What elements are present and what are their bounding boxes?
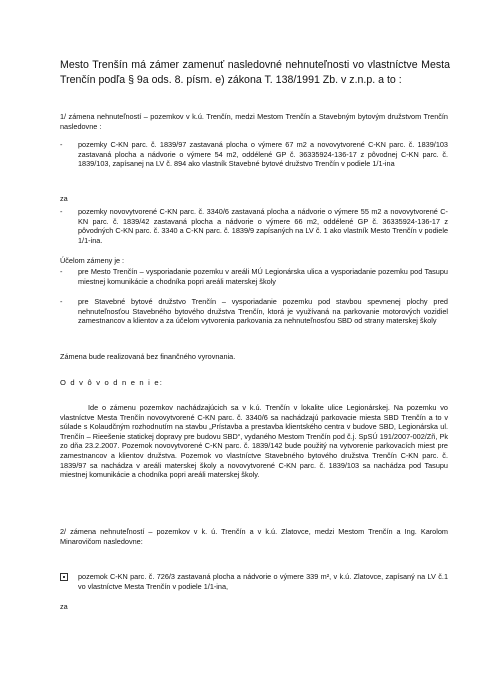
section2-za: za <box>60 602 68 611</box>
bullet-text: pozemky C-KN parc. č. 1839/97 zastavaná plocha o výmere 67 m2 a novovytvorené C-KN parc. č. 1839/103 zastavaná plocha a nádvorie o výmere 54 m2, oddélené GP č. 36335924-136-17 z pôvodnej C-KN parc. č. 1839/103, zapísanej na LV č. 894 ako vlastník Stavebné bytové družstvo Trenčín v podiele 1/1-ina <box>78 140 448 169</box>
realization-note: Zámena bude realizovaná bez finančného vyrovnania. <box>60 352 236 361</box>
purpose-heading: Účelom zámeny je : <box>60 256 125 265</box>
bullet-text: pozemok C-KN parc. č. 726/3 zastavaná plocha a nádvorie o výmere 339 m², v k.ú. Zlatovce, zapísaný na LV č.1 vo vlastníctve Mesta Trenčín v podiele 1/1-ina, <box>78 572 448 591</box>
section1-za: za <box>60 194 68 203</box>
purpose-text: pre Mesto Trenčín – vysporiadanie pozemku v areáli MÚ Legionárska ulica a vysporiadanie pozemku pod Tasupu miestnej komunikácie a chodníka popri areáli materskej školy <box>78 267 448 286</box>
purpose-text: pre Stavebné bytové družstvo Trenčín – vysporiadanie pozemku pod stavbou spevnenej plochy pred nehnuteľnosťou Stavebného bytového družstva Trenčín, ktorá je využívaná na parkovanie motorových vozidiel zamestnancov a klientov a za účelom vytvorenia parkovania za nehnuteľnosťou SBD od strany materskej školy <box>78 297 448 326</box>
document-title: Mesto Trenšín má zámer zamenuť nasledovné nehnuteľnosti vo vlastníctve Mesta Trenčín podľa § 9a ods. 8. písm. e) zákona T. 138/1991 Zb. v z.n.p. a to : <box>60 59 450 86</box>
bullet-text: pozemky novovytvorené C-KN parc. č. 3340/6 zastavaná plocha a nádvorie o výmere 55 m2 a novovytvorené C-KN parc. č. 1839/42 zastavaná plocha a nádvorie o výmere 66 m2, oddélené GP č. 36335924-136-17 z pôvodných C-KN parc. č. 3340 a C-KN parc. č. 1839/9 zapísaných na LV č. 1 ako vlastník Mesto Trenčín v podiele 1/1-ina. <box>78 207 448 245</box>
reasoning-heading: O d v ô v o d n e n i e: <box>60 378 164 387</box>
section1-intro: 1/ zámena nehnuteľností – pozemkov v k.ú. Trenčín, medzi Mestom Trenčín a Stavebným bytovým družstvom Trenčín nasledovne : <box>60 112 448 131</box>
dash-marker: - <box>60 140 63 149</box>
checkbox-bullet-icon <box>60 572 78 583</box>
dash-marker: - <box>60 297 63 306</box>
section2-intro: 2/ zámena nehnuteľností – pozemkov v k. ú. Trenčín a v k.ú. Zlatovce, medzi Mestom Trenčín a Ing. Karolom Minarovičom nasledovne: <box>60 527 448 546</box>
dash-marker: - <box>60 267 63 276</box>
reasoning-paragraph: Ide o zámenu pozemkov nachádzajúcich sa v k.ú. Trenčín v lokalite ulice Legionárskej. Na pozemku vo vlastníctve Mesta Trenčín novovytvorené C-KN parc. č. 3340/6 sa nachádzajú parkovacie miesta SBD Trenčín a to v súlade s Kolaudčným rozhodnutím na stavbu „Prístavba a prestavba klientského centra v budove SBD, Legionárska ul. Trenčín – Rieešenie statickej dopravy pre budovu SBD“, vydaného Mestom Trenčín pod č.j. SpSÚ 191/2007-002/Zñ, Pk zo dňa 23.2.2007. Pozemok novovytvorené C-KN parc. č. 1839/142 bude použitý na vytvorenie parkovacích miest pre zamestnancov a klientov družstva. Pozemok vo vlastníctve Stavebného bytového družstva Trenčín C-KN parc. č. 1839/97 sa nachádza v areáli materskej školy a novovytvorené C-KN parc. č. 1839/103 sa nachádza pod Tasupu miestnej komunikácie a chodníka popri areáli materskej školy. <box>60 403 448 480</box>
dash-marker: - <box>60 207 63 216</box>
